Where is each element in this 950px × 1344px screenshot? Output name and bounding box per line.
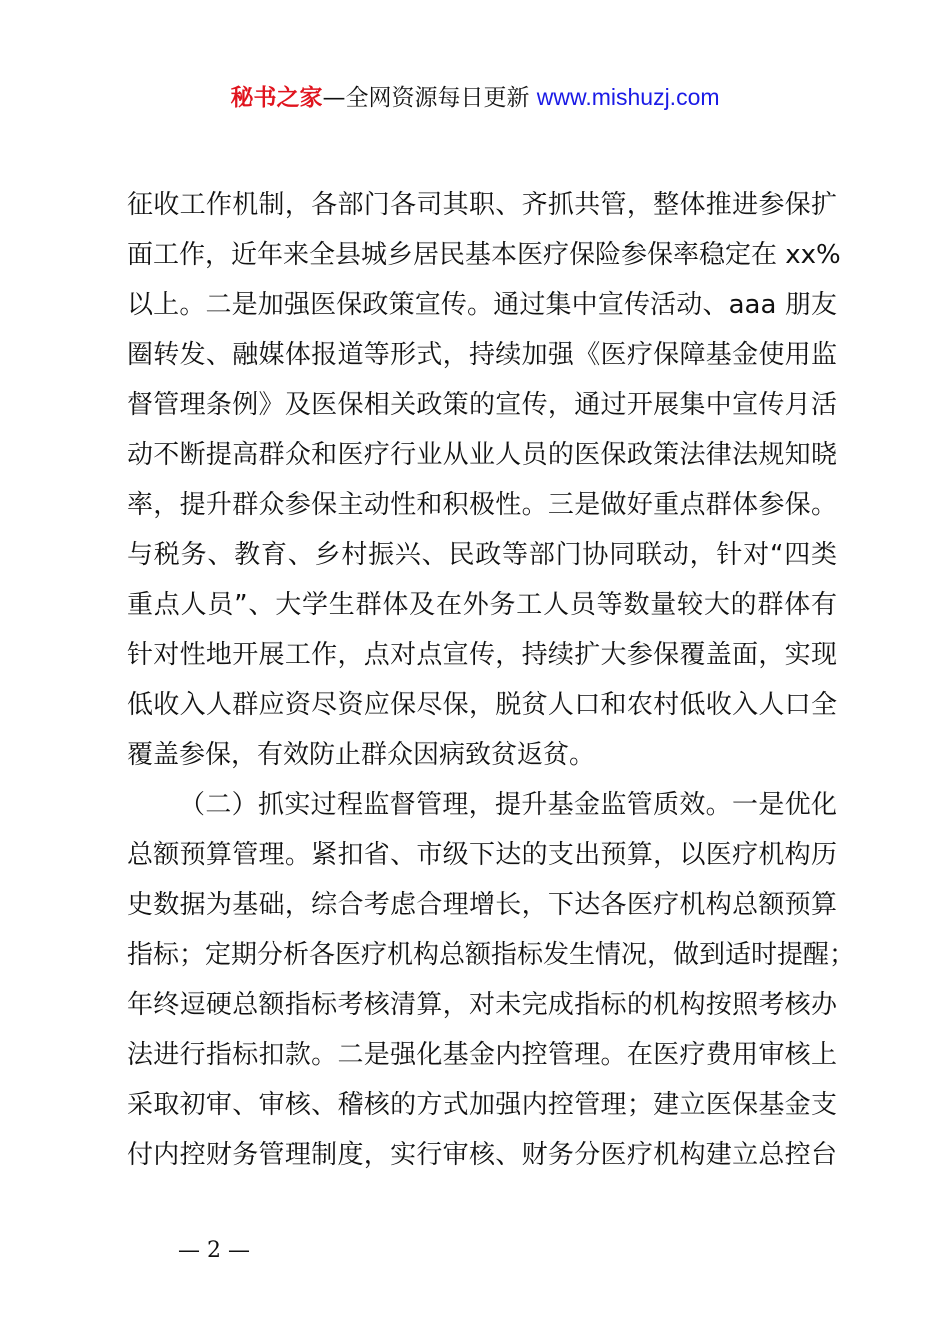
text-line: 覆盖参保，有效防止群众因病致贫返贫。 — [127, 740, 596, 770]
text-line: 征收工作机制，各部门各司其职、齐抓共管，整体推进参保扩 — [127, 190, 837, 220]
text-line: 低收入人群应资尽资应保尽保，脱贫人口和农村低收入人口全 — [127, 690, 837, 720]
text-line: 动不断提高群众和医疗行业从业人员的医保政策法律法规知晓 — [127, 440, 837, 470]
text-line: 法进行指标扣款。二是强化基金内控管理。在医疗费用审核上 — [127, 1040, 837, 1070]
text-line: 总额预算管理。紧扣省、市级下达的支出预算，以医疗机构历 — [127, 840, 837, 870]
text-line: 面工作，近年来全县城乡居民基本医疗保险参保率稳定在 xx% — [127, 240, 841, 270]
text-line: 年终逗硬总额指标考核清算，对未完成指标的机构按照考核办 — [127, 990, 837, 1020]
site-header — [0, 82, 950, 113]
text-line: 圈转发、融媒体报道等形式，持续加强《医疗保障基金使用监 — [127, 340, 837, 370]
text-line: 重点人员”、大学生群体及在外务工人员等数量较大的群体有 — [127, 590, 837, 620]
text-line: 指标；定期分析各医疗机构总额指标发生情况，做到适时提醒； — [127, 940, 856, 970]
text-line: 针对性地开展工作，点对点宣传，持续扩大参保覆盖面，实现 — [127, 640, 837, 670]
page-number: — 2 — — [178, 1238, 250, 1263]
site-tagline: —全网资源每日更新 — [322, 85, 537, 111]
document-body — [127, 180, 856, 1180]
site-brand: 秘书之家 — [230, 85, 323, 111]
text-line: 史数据为基础，综合考虑合理增长，下达各医疗机构总额预算 — [127, 890, 837, 920]
text-line: 付内控财务管理制度，实行审核、财务分医疗机构建立总控台 — [127, 1140, 837, 1170]
site-url[interactable]: www.mishuzj.com — [536, 84, 720, 110]
text-line: 率，提升群众参保主动性和积极性。三是做好重点群体参保。 — [127, 490, 837, 520]
text-line: 与税务、教育、乡村振兴、民政等部门协同联动，针对“四类 — [127, 540, 837, 570]
section-heading-line: （二）抓实过程监督管理，提升基金监管质效。一是优化 — [179, 790, 837, 820]
text-line: 以上。二是加强医保政策宣传。通过集中宣传活动、aaa 朋友 — [127, 290, 837, 320]
text-line: 采取初审、审核、稽核的方式加强内控管理；建立医保基金支 — [127, 1090, 837, 1120]
text-line: 督管理条例》及医保相关政策的宣传，通过开展集中宣传月活 — [127, 390, 837, 420]
